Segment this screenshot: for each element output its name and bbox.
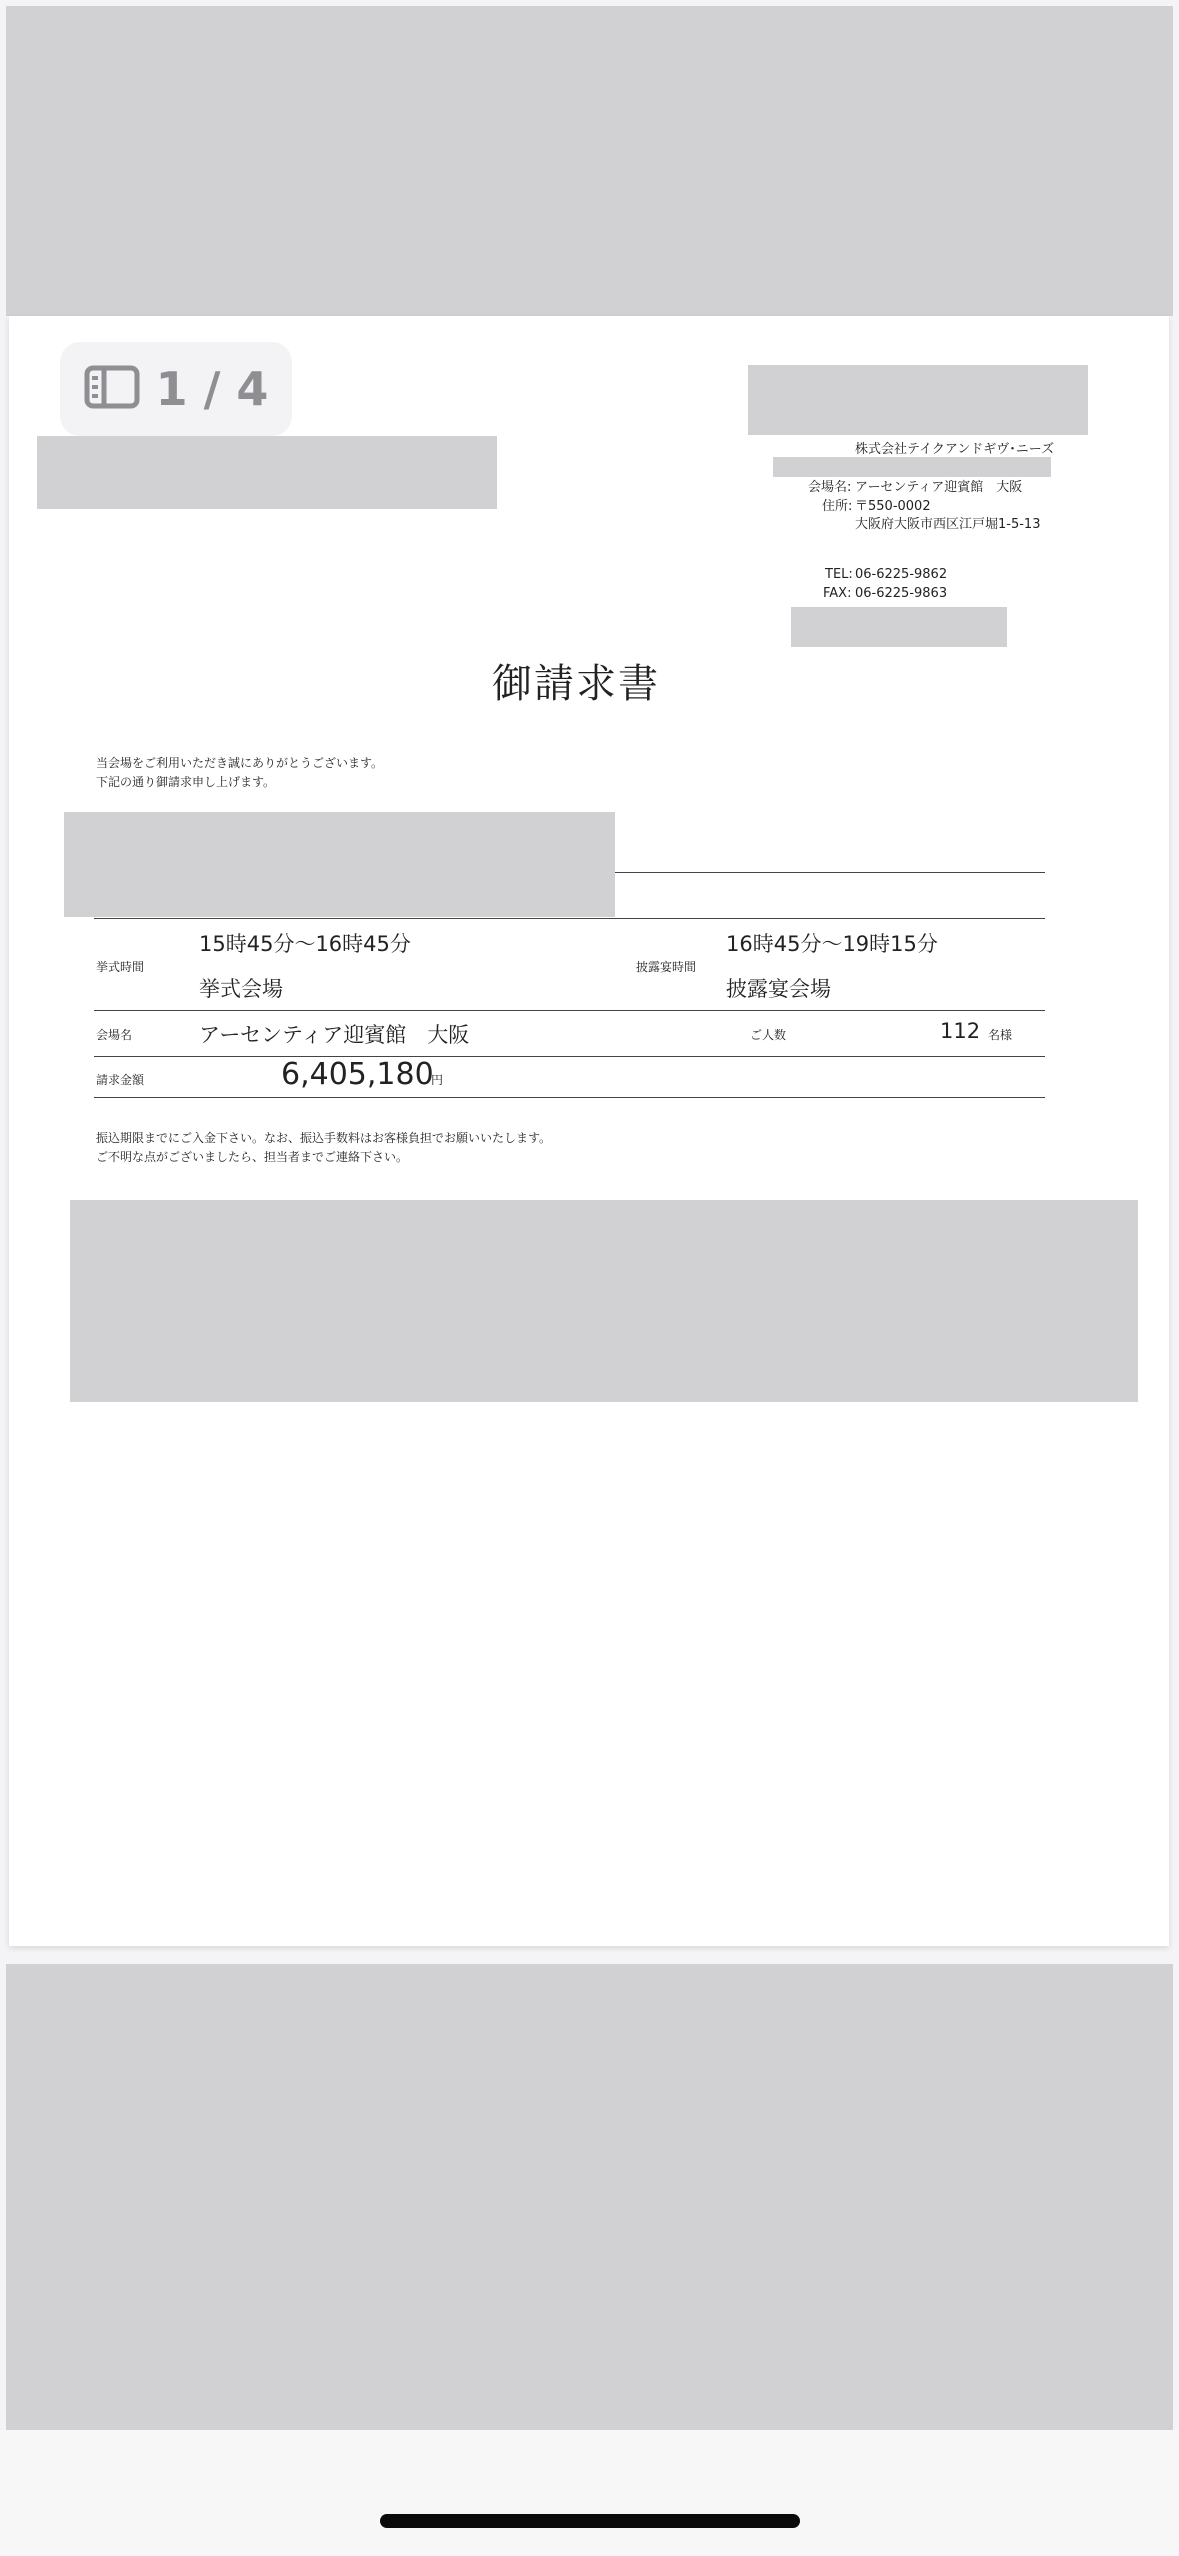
rule-table-top — [94, 918, 1045, 919]
amount-value: 6,405,180 — [281, 1057, 434, 1092]
page-counter-text: 1 / 4 — [155, 362, 269, 416]
reception-venue: 披露宴会場 — [726, 977, 831, 1001]
issuer-postal: 〒550-0002 — [855, 499, 931, 514]
redacted-stamp — [791, 607, 1007, 647]
ceremony-time: 15時45分～16時45分 — [199, 932, 411, 956]
rule-row-3 — [94, 1097, 1045, 1098]
venue-name-label: 会場名 — [96, 1028, 133, 1042]
next-page-preview[interactable] — [6, 1964, 1173, 2430]
greeting-line-2: 下記の通り御請求申し上げます。 — [96, 775, 276, 789]
note-line-2: ご不明な点がございましたら、担当者までご連絡下さい。 — [96, 1150, 409, 1164]
guests-label: ご人数 — [750, 1028, 787, 1042]
redacted-customer-name — [64, 812, 615, 917]
issuer-tel: 06-6225-9862 — [855, 567, 948, 582]
amount-label: 請求金額 — [96, 1073, 145, 1087]
issuer-address-label: 住所: — [822, 499, 853, 514]
issuer-tel-label: TEL: — [825, 567, 853, 582]
redacted-issuer-line — [773, 457, 1051, 477]
rule-row-2 — [94, 1056, 1045, 1057]
sidebar-icon — [84, 365, 140, 413]
rule-row-1 — [94, 1010, 1045, 1011]
issuer-venue-value: アーセンティア迎賓館 大阪 — [855, 480, 1023, 495]
document-title: 御請求書 — [492, 661, 660, 707]
rule-customer — [615, 872, 1045, 873]
reception-time: 16時45分～19時15分 — [726, 932, 938, 956]
bottom-bar — [0, 2430, 1179, 2556]
redacted-bank-details — [70, 1200, 1138, 1402]
venue-name: アーセンティア迎賓館 大阪 — [199, 1023, 470, 1047]
issuer-fax: 06-6225-9863 — [855, 586, 948, 601]
reception-time-label: 披露宴時間 — [636, 960, 697, 974]
top-gray-area — [6, 6, 1173, 316]
redacted-logo — [748, 365, 1088, 435]
issuer-address: 大阪府大阪市西区江戸堀1-5-13 — [855, 517, 1041, 532]
page-counter[interactable] — [60, 342, 292, 436]
amount-unit: 円 — [431, 1073, 444, 1087]
guests-count: 112 — [940, 1019, 981, 1043]
guests-unit: 名様 — [988, 1028, 1013, 1042]
issuer-fax-label: FAX: — [823, 586, 852, 601]
ceremony-venue: 挙式会場 — [199, 977, 283, 1001]
issuer-company: 株式会社テイクアンドギヴ･ニーズ — [855, 442, 1055, 457]
issuer-venue-label: 会場名: — [808, 480, 852, 495]
redacted-recipient — [37, 436, 497, 509]
note-line-1: 振込期限までにご入金下さい。なお、振込手数料はお客様負担でお願いいたします。 — [96, 1131, 552, 1145]
ceremony-time-label: 挙式時間 — [96, 960, 145, 974]
greeting-line-1: 当会場をご利用いただき誠にありがとうございます。 — [96, 756, 384, 770]
home-indicator[interactable] — [380, 2514, 800, 2528]
